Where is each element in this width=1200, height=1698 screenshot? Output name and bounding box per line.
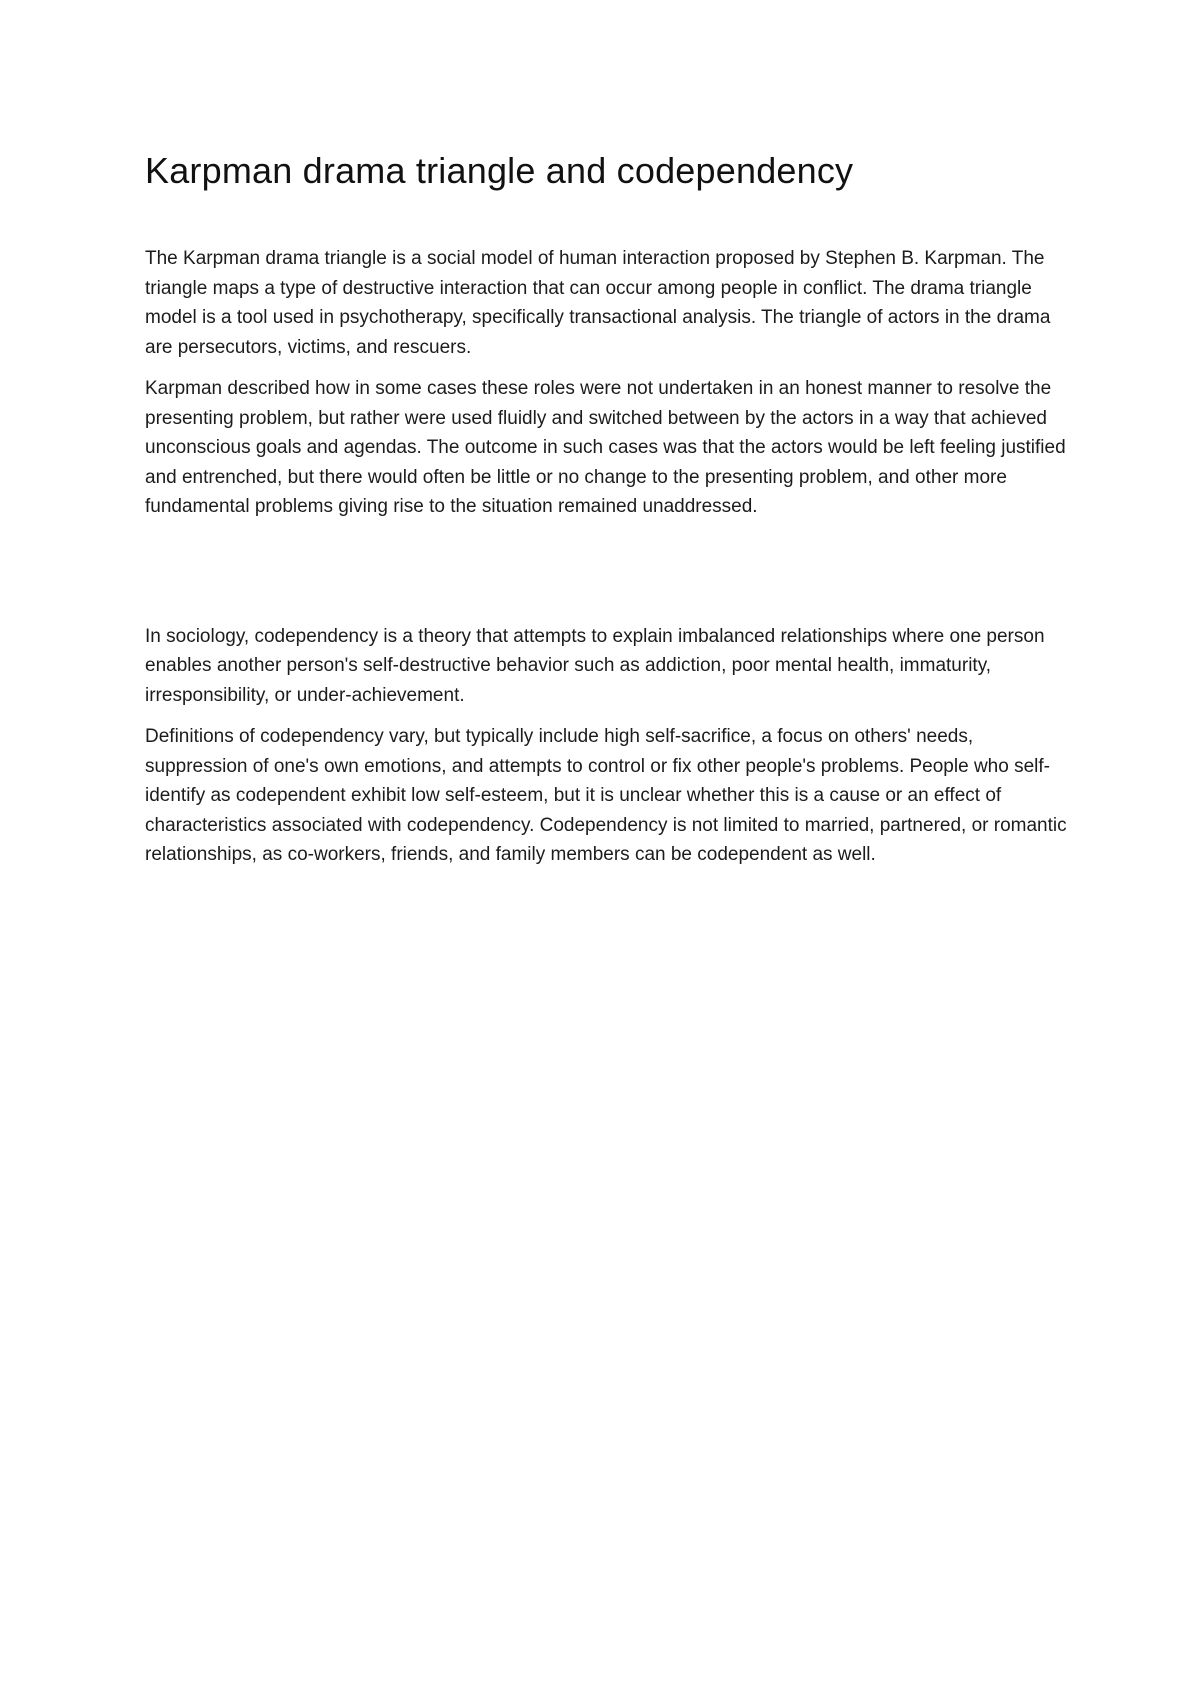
section-karpman-drama-triangle xyxy=(145,244,1075,522)
paragraph-drama-triangle-definition: The Karpman drama triangle is a social model of human interaction proposed by Stephen B. Karpman. The triangle maps a type of destructive interaction that can occur among people in conflict. The drama triangle model is a tool used in psychotherapy, specifically transactional analysis. The triangle of actors in the drama are persecutors, victims, and rescuers. xyxy=(145,248,1051,358)
paragraph-codependency-characteristics: Definitions of codependency vary, but typically include high self-sacrifice, a focus on others' needs, suppression of one's own emotions, and attempts to control or fix other people's problems. People who self-identify as codependent exhibit low self-esteem, but it is unclear whether this is a cause or an effect of characteristics associated with codependency. Codependency is not limited to married, partnered, or romantic relationships, as co-workers, friends, and family members can be codependent as well. xyxy=(145,726,1067,865)
document-title: Karpman drama triangle and codependency xyxy=(145,150,854,191)
paragraph-codependency-definition: In sociology, codependency is a theory that attempts to explain imbalanced relationships where one person enables another person's self-destructive behavior such as addiction, poor mental health, immaturity, irresponsibility, or under-achievement. xyxy=(145,625,1045,706)
document-body xyxy=(145,148,1075,882)
paragraph-karpman-roles: Karpman described how in some cases these roles were not undertaken in an honest manner to resolve the presenting problem, but rather were used fluidly and switched between by the actors in a way that achieved unconscious goals and agendas. The outcome in such cases was that the actors would be left feeling justified and entrenched, but there would often be little or no change to the presenting problem, and other more fundamental problems giving rise to the situation remained unaddressed. xyxy=(145,378,1066,517)
section-codependency xyxy=(145,622,1075,870)
